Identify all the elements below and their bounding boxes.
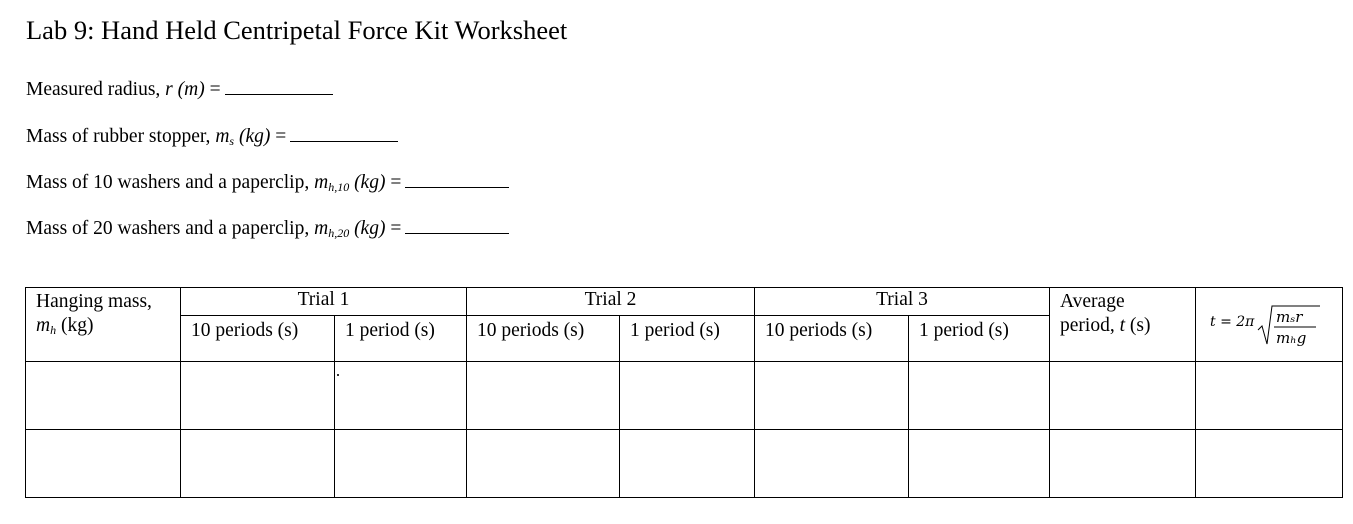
field-mass10-symbol: m: [314, 172, 329, 193]
header-t2-one-period: 1 period (s): [620, 316, 755, 362]
header-hanging-mass: [26, 288, 181, 362]
header-average-line1: Average: [1060, 291, 1125, 312]
table-row: [26, 362, 1343, 430]
cell-hanging-mass[interactable]: [26, 362, 181, 430]
field-stopper-symbol: m: [215, 126, 230, 147]
worksheet-title: Lab 9: Hand Held Centripetal Force Kit Worksheet: [26, 15, 568, 45]
cell-hanging-mass[interactable]: [26, 430, 181, 498]
cell-t1-ten[interactable]: [181, 362, 335, 430]
cell-formula-t[interactable]: [1196, 430, 1343, 498]
field-radius-label: Measured radius,: [26, 79, 166, 100]
header-average-period-word: period,: [1060, 315, 1120, 336]
formula-lhs: t = 2π: [1210, 314, 1255, 330]
field-mass-10: [26, 169, 509, 195]
cell-t3-one[interactable]: [909, 430, 1050, 498]
field-mass10-blank[interactable]: [405, 169, 509, 188]
field-mass20-label: Mass of 20 washers and a paperclip,: [26, 218, 315, 239]
header-trial-1: Trial 1: [181, 288, 467, 316]
field-mass20-sub: h,20: [328, 226, 350, 240]
field-radius-unit: (m): [172, 79, 205, 100]
header-hanging-mass-sub: h: [50, 323, 57, 337]
field-radius-symbol: r: [165, 79, 173, 100]
field-mass-20: [26, 215, 509, 241]
header-t1-ten-periods: 10 periods (s): [181, 316, 335, 362]
header-t2-ten-periods: 10 periods (s): [467, 316, 620, 362]
field-mass10-sub: h,10: [328, 180, 350, 194]
cell-t3-ten[interactable]: [755, 430, 909, 498]
header-trial-3: Trial 3: [755, 288, 1050, 316]
cell-average[interactable]: [1050, 362, 1196, 430]
field-stopper-mass: [26, 123, 398, 149]
data-table: [25, 287, 1343, 498]
cell-t3-one[interactable]: [909, 362, 1050, 430]
field-stopper-equals: =: [270, 126, 287, 147]
field-mass20-equals: =: [385, 218, 402, 239]
cell-t2-one[interactable]: [620, 362, 755, 430]
field-mass20-symbol: m: [314, 218, 329, 239]
header-t3-one-period: 1 period (s): [909, 316, 1050, 362]
field-stopper-blank[interactable]: [290, 123, 398, 142]
header-average-unit: (s): [1125, 315, 1151, 336]
cell-t1-one[interactable]: [335, 362, 467, 430]
header-trial-2: Trial 2: [467, 288, 755, 316]
table-row: [26, 430, 1343, 498]
field-mass10-label: Mass of 10 washers and a paperclip,: [26, 172, 315, 193]
stray-dot: [337, 374, 339, 376]
header-average-line2: [1060, 314, 1195, 338]
cell-t3-ten[interactable]: [755, 362, 909, 430]
formula-numerator: mₛr: [1276, 308, 1303, 326]
cell-t2-ten[interactable]: [467, 362, 620, 430]
header-t1-one-period: 1 period (s): [335, 316, 467, 362]
field-stopper-label: Mass of rubber stopper,: [26, 126, 216, 147]
cell-t2-one[interactable]: [620, 430, 755, 498]
header-t3-ten-periods: 10 periods (s): [755, 316, 909, 362]
header-hanging-mass-symbol: m: [36, 315, 51, 336]
field-mass20-blank[interactable]: [405, 215, 509, 234]
header-hanging-mass-unit: (kg): [56, 315, 94, 336]
field-radius-equals: =: [204, 79, 221, 100]
field-stopper-sub: s: [229, 134, 235, 148]
cell-t2-ten[interactable]: [467, 430, 620, 498]
cell-formula-t[interactable]: [1196, 362, 1343, 430]
header-hanging-mass-line2: [36, 314, 180, 342]
header-hanging-mass-line1: Hanging mass,: [36, 291, 152, 312]
period-formula: [1210, 296, 1320, 348]
formula-denominator: mₕg: [1276, 329, 1307, 347]
field-mass10-unit: (kg): [349, 172, 386, 193]
cell-t1-ten[interactable]: [181, 430, 335, 498]
field-mass20-unit: (kg): [349, 218, 386, 239]
field-stopper-unit: (kg): [234, 126, 271, 147]
header-formula: [1196, 288, 1343, 362]
header-average-symbol: t: [1119, 315, 1125, 336]
field-radius-blank[interactable]: [225, 76, 333, 95]
header-row-1: [26, 288, 1343, 316]
cell-t1-one[interactable]: [335, 430, 467, 498]
cell-average[interactable]: [1050, 430, 1196, 498]
header-average-period: [1050, 288, 1196, 362]
field-mass10-equals: =: [385, 172, 402, 193]
field-radius: [26, 76, 333, 101]
